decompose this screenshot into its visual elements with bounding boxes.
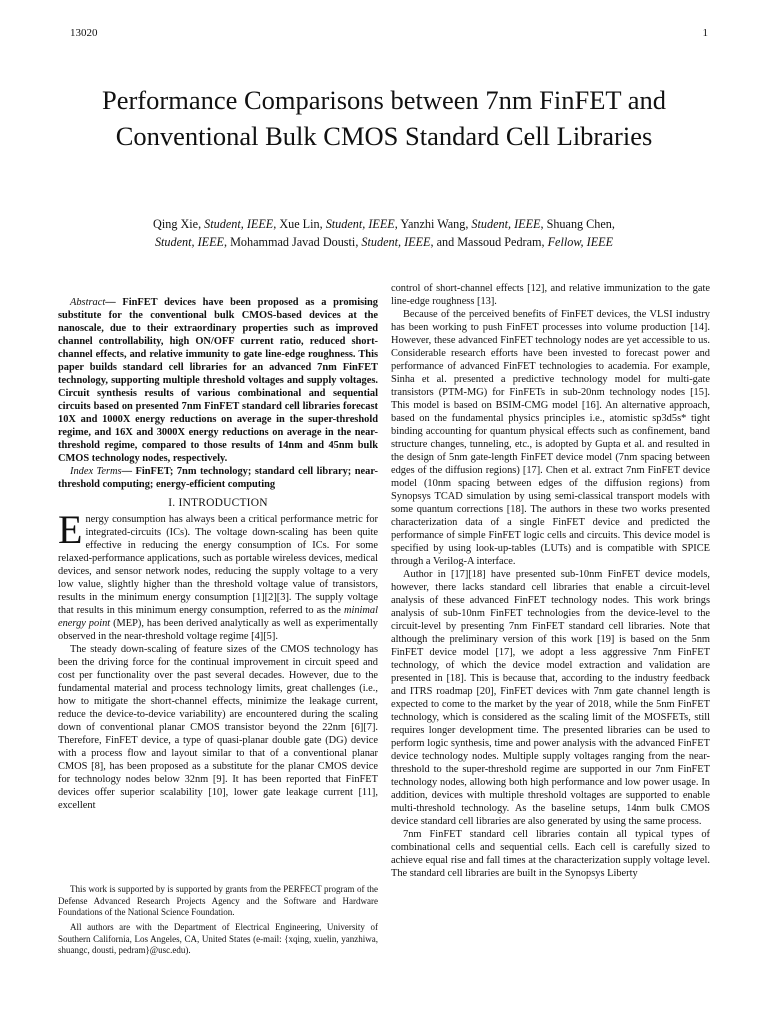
author-role: Student, IEEE [471, 217, 541, 231]
index-terms-label: Index Terms [70, 466, 122, 477]
right-paragraph-2: Author in [17][18] have presented sub-10nm FinFET device models, however, there lacks standard cell libraries that enable a circuit-level analysis of these advanced FinFET technology nodes. This work brings analysis of sub-10nm FinFET technologies from the device-level to the circuit-level by presenting 7nm FinFET standard cell libraries. Note that although the preliminary version of this work [19] is based on the 5nm FinFET device model [17], we adopt a less aggressive 7nm FinFET technology, of which the device model extraction and validation are presented in [18]. This is because that, according to the industry feedback and ITRS roadmap [20], FinFET devices with 7nm gate channel length is expected to come to the market by the year of 2018, while the 5nm FinFET technology, which is considered as the scaling limit of the MOSFETs, still requires longer development time. The presented libraries can be used to perform logic synthesis, time and power analysis with the advanced FinFET device technology nodes. Multiple supply voltages ranging from the near-threshold to the super-threshold regime are supported in our 7nm FinFET technology nodes, allowing both high performance and low power usage. In addition, devices with multiple threshold voltages are supported to enable multi-threshold technology. As the baseline setups, 14nm bulk CMOS device standard cell libraries are also generated by using the same process. [391, 569, 710, 827]
intro-p1-text: nergy consumption has always been a critical performance metric for integrated-circuits (ICs). The voltage down-scaling has been quite effective in reducing the energy consumption of ICs. For some relaxed-performance applications, such as portable wireless devices, medical devices, and sensor network nodes, reducing the supply voltage to a very low value, slightly higher than the threshold voltage value of transistors, results in the minimum energy consumption [1][2][3]. The supply voltage that results in this minimum energy consumption, referred to as the [58, 514, 378, 616]
intro-p1-emphasis: minimal energy point [58, 605, 378, 629]
author-role: Student, IEEE [361, 235, 431, 249]
author-name: Massoud Pedram [457, 235, 542, 249]
abstract-label: Abstract [70, 297, 106, 308]
index-terms-dash: — [121, 466, 136, 477]
intro-p1-tail: (MEP), has been derived analytically as well as experimentally observed in the near-threshold voltage regime [4][5]. [58, 618, 378, 642]
section-heading-introduction: I. INTRODUCTION [168, 497, 268, 509]
author-name: Shuang Chen [546, 217, 612, 231]
author-name: Yanzhi Wang [400, 217, 466, 231]
right-paragraph-0: control of short-channel effects [12], and relative immunization to the gate line-edge roughness [13]. [391, 283, 710, 307]
footnote-affiliation-text: All authors are with the Department of Electrical Engineering, University of Southern California, Los Angeles, CA, United States (e-mail: {xqing, xuelin, yanzhiwa, shuangc, dousti, pedram}@usc.edu). [58, 922, 378, 955]
right-paragraph-3: 7nm FinFET standard cell libraries contain all typical types of combinational cells and sequential cells. Each cell is carefully sized to achieve equal rise and fall times at the characterization supply voltage level. The standard cell libraries are built in the Synopsys Liberty [391, 829, 710, 879]
right-column [391, 282, 710, 880]
paper-title: Performance Comparisons between 7nm FinFET and Conventional Bulk CMOS Standard Cell Libraries [101, 85, 666, 151]
author-role: Fellow, IEEE [547, 235, 614, 249]
author-role: Student, IEEE [154, 235, 224, 249]
header-number: 13020 [70, 27, 98, 39]
footnote-funding-text: This work is supported by is supported by grants from the PERFECT program of the Defense Advanced Research Projects Agency and the Software and Hardware Foundations of the National Science Foundation. [58, 884, 378, 917]
abstract [58, 296, 378, 465]
footnote-affiliation [58, 922, 378, 957]
author-role: Student, IEEE [204, 217, 274, 231]
author-name: Mohammad Javad Dousti [230, 235, 356, 249]
author-list: Qing Xie, Student, IEEE, Xue Lin, Student, IEEE, Yanzhi Wang, Student, IEEE, Shuang Chen, Student, IEEE, Mohammad Javad Dousti, Student, IEEE, and Massoud Pedram, Fellow, IEEE [153, 217, 615, 249]
intro-paragraph-2: The steady down-scaling of feature sizes of the CMOS technology has been the driving force for the continual improvement in circuit speed and cost per functionality over the past several decades. However, due to the fundamental material and process technology limits, great challenges (i.e., how to mitigate the short-channel effects, minimize the leakage current, reduce the device-to-device variability) are encountered during the scaling down of conventional planar CMOS transistor beyond the 22nm [6][7]. Therefore, FinFET device, a type of quasi-planar double gate (DG) device with a process flow and layout similar to that of a conventional planar CMOS [8], has been proposed as a substitute for the planar CMOS device for technology nodes below 32nm [9]. It has been reported that FinFET devices offer superior scalability [10], lower gate leakage current [11], excellent [58, 644, 378, 811]
footnote-funding [58, 884, 378, 919]
left-column [58, 296, 378, 812]
page-number: 1 [702, 27, 708, 39]
intro-paragraph-1 [58, 507, 378, 643]
abstract-text: FinFET devices have been proposed as a promising substitute for the conventional bulk CMOS-based devices at the nanoscale, due to their extraordinary properties such as improved channel controllability, high ON/OFF current ratio, reduced short-channel effects, and relative immunity to gate line-edge roughness. This paper builds standard cell libraries for an advanced 7nm FinFET technology, supporting multiple threshold voltages and supply voltages. Circuit synthesis results of various combinational and sequential circuits based on presented 7nm FinFET standard cell libraries forecast 10X and 1000X energy reductions on average in the super-threshold regime, and 16X and 3000X energy reductions on average in the near-threshold regime, compared to those results of 14nm and 45nm bulk CMOS technology nodes, respectively. [58, 297, 378, 464]
author-name: Xue Lin [279, 217, 320, 231]
right-paragraph-1: Because of the perceived benefits of FinFET devices, the VLSI industry has been working to push FinFET processes into volume production [14]. However, these advanced FinFET technology nodes are yet accessible to us. Considerable research efforts have been invested to forecast power and performance of advanced FinFET technologies to academia. For example, Sinha et al. presented a predictive technology model for multi-gate transistors (PTM-MG) for FinFETs in sub-20nm technology nodes [15]. This model is based on BSIM-CMG model [16]. An alternative approach, based on the fundamental physics principles i.e., atomistic sp3d5s* tight binding accounting for quantum physical effects such as confinement, band structure changes, tunneling, etc., is adopted by Gupta et al. and resulted in the design of 5nm gate-length FinFET device model (7nm spacing between edges of the diffusion regions) [17]. Chen et al. extract 7nm FinFET device model (10nm spacing between edges of the diffusion regions) from Synopsys TCAD simulation by using semi-classical transport models with some quantum corrections [18]. The authors in these two works presented characterization data of a single FinFET device and predicted the performance of simple FinFET logic cells and circuits. This device model is specified by using look-up-tables (LUTs) and is compatible with SPICE through a Verilog-A interface. [391, 309, 710, 567]
index-terms [58, 465, 378, 491]
author-name: Qing Xie [153, 217, 199, 231]
author-role: Student, IEEE [325, 217, 395, 231]
abstract-dash: — [105, 297, 123, 308]
drop-cap: E [58, 507, 83, 552]
index-terms-text: FinFET; 7nm technology; standard cell library; near-threshold computing; energy-efficient computing [58, 466, 378, 490]
